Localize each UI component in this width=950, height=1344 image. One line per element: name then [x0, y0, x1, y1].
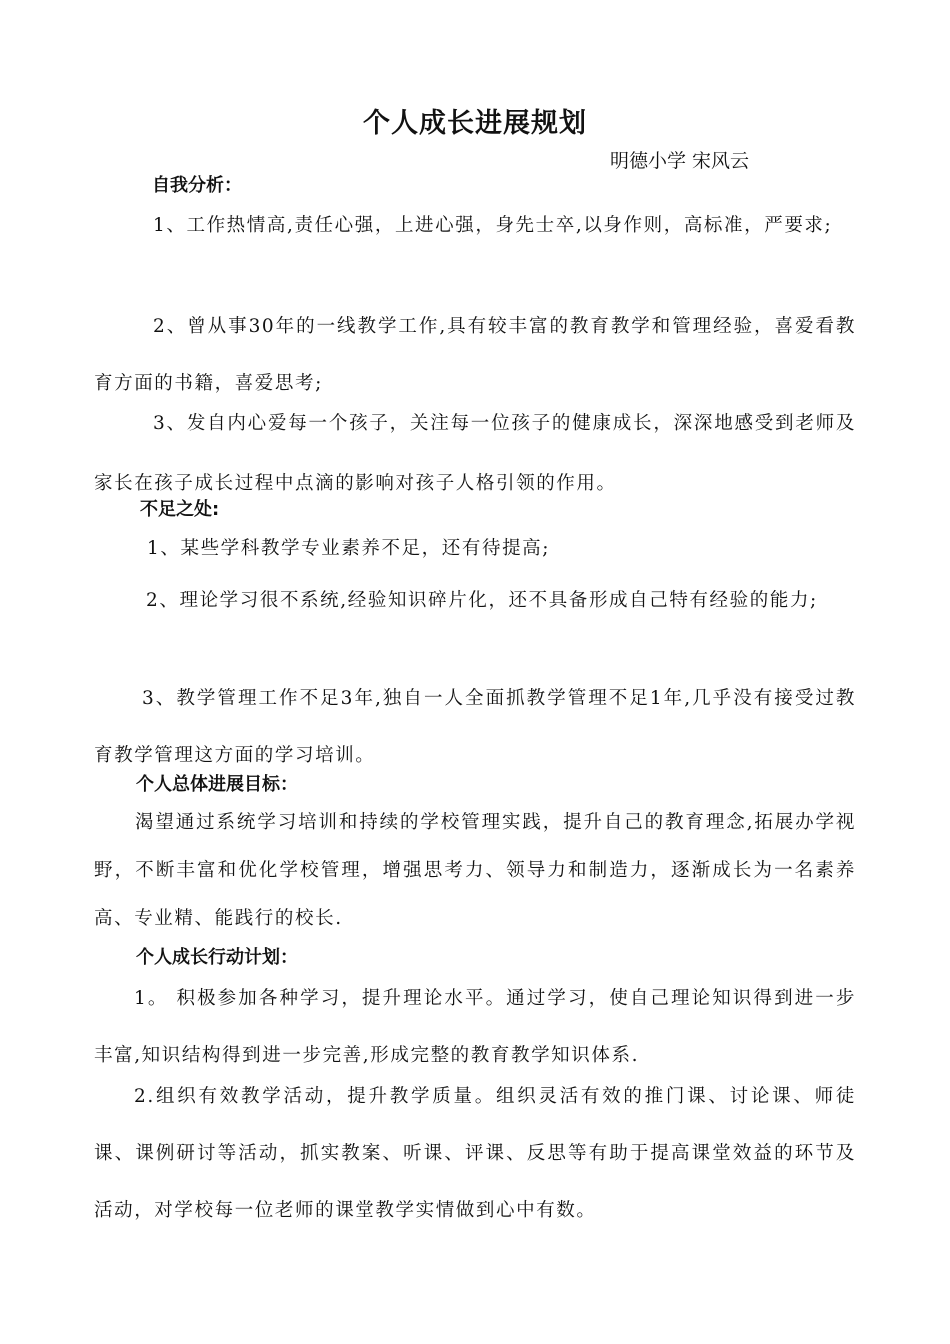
self-analysis-paragraph-2: 2、曾从事30年的一线教学工作,具有较丰富的教育教学和管理经验，喜爱看教育方面的书籍，喜爱思考;: [94, 316, 856, 394]
shortcomings-paragraph-3: 3、教学管理工作不足3年,独自一人全面抓教学管理不足1年,几乎没有接受过教育教学管理这方面的学习培训。: [94, 688, 856, 766]
self-analysis-paragraph-3: 3、发自内心爱每一个孩子，关注每一位孩子的健康成长，深深地感受到老师及家长在孩子成长过程中点滴的影响对孩子人格引领的作用。: [94, 413, 856, 494]
action-plan-paragraph-1: 1。 积极参加各种学习，提升理论水平。通过学习，使自己理论知识得到进一步丰富,知识结构得到进一步完善,形成完整的教育教学知识体系.: [94, 988, 856, 1066]
section-heading-action-plan: 个人成长行动计划：: [136, 947, 298, 968]
section-heading-shortcomings: 不足之处:: [140, 499, 220, 520]
section-heading-overall-goals: 个人总体进展目标：: [136, 774, 298, 795]
section-heading-self-analysis: 自我分析：: [152, 175, 242, 196]
author-line: 明德小学 宋风云: [610, 150, 750, 172]
self-analysis-paragraph-1: 1、工作热情高,责任心强，上进心强，身先士卒,以身作则，高标准，严要求;: [153, 215, 833, 236]
shortcomings-paragraph-2: 2、理论学习很不系统,经验知识碎片化，还不具备形成自己特有经验的能力;: [146, 590, 818, 611]
document-title: 个人成长进展规划: [363, 108, 587, 139]
shortcomings-paragraph-1: 1、某些学科教学专业素养不足，还有待提高;: [147, 538, 551, 559]
overall-goals-paragraph: 渴望通过系统学习培训和持续的学校管理实践，提升自己的教育理念,拓展办学视野，不断丰富和优化学校管理，增强思考力、领导力和制造力，逐渐成长为一名素养高、专业精、能践行的校长.: [94, 812, 856, 929]
action-plan-paragraph-2: 2.组织有效教学活动，提升教学质量。组织灵活有效的推门课、讨论课、师徒课、课例研讨等活动，抓实教案、听课、评课、反思等有助于提高课堂效益的环节及活动，对学校每一位老师的课堂教学实情做到心中有数。: [94, 1086, 856, 1221]
